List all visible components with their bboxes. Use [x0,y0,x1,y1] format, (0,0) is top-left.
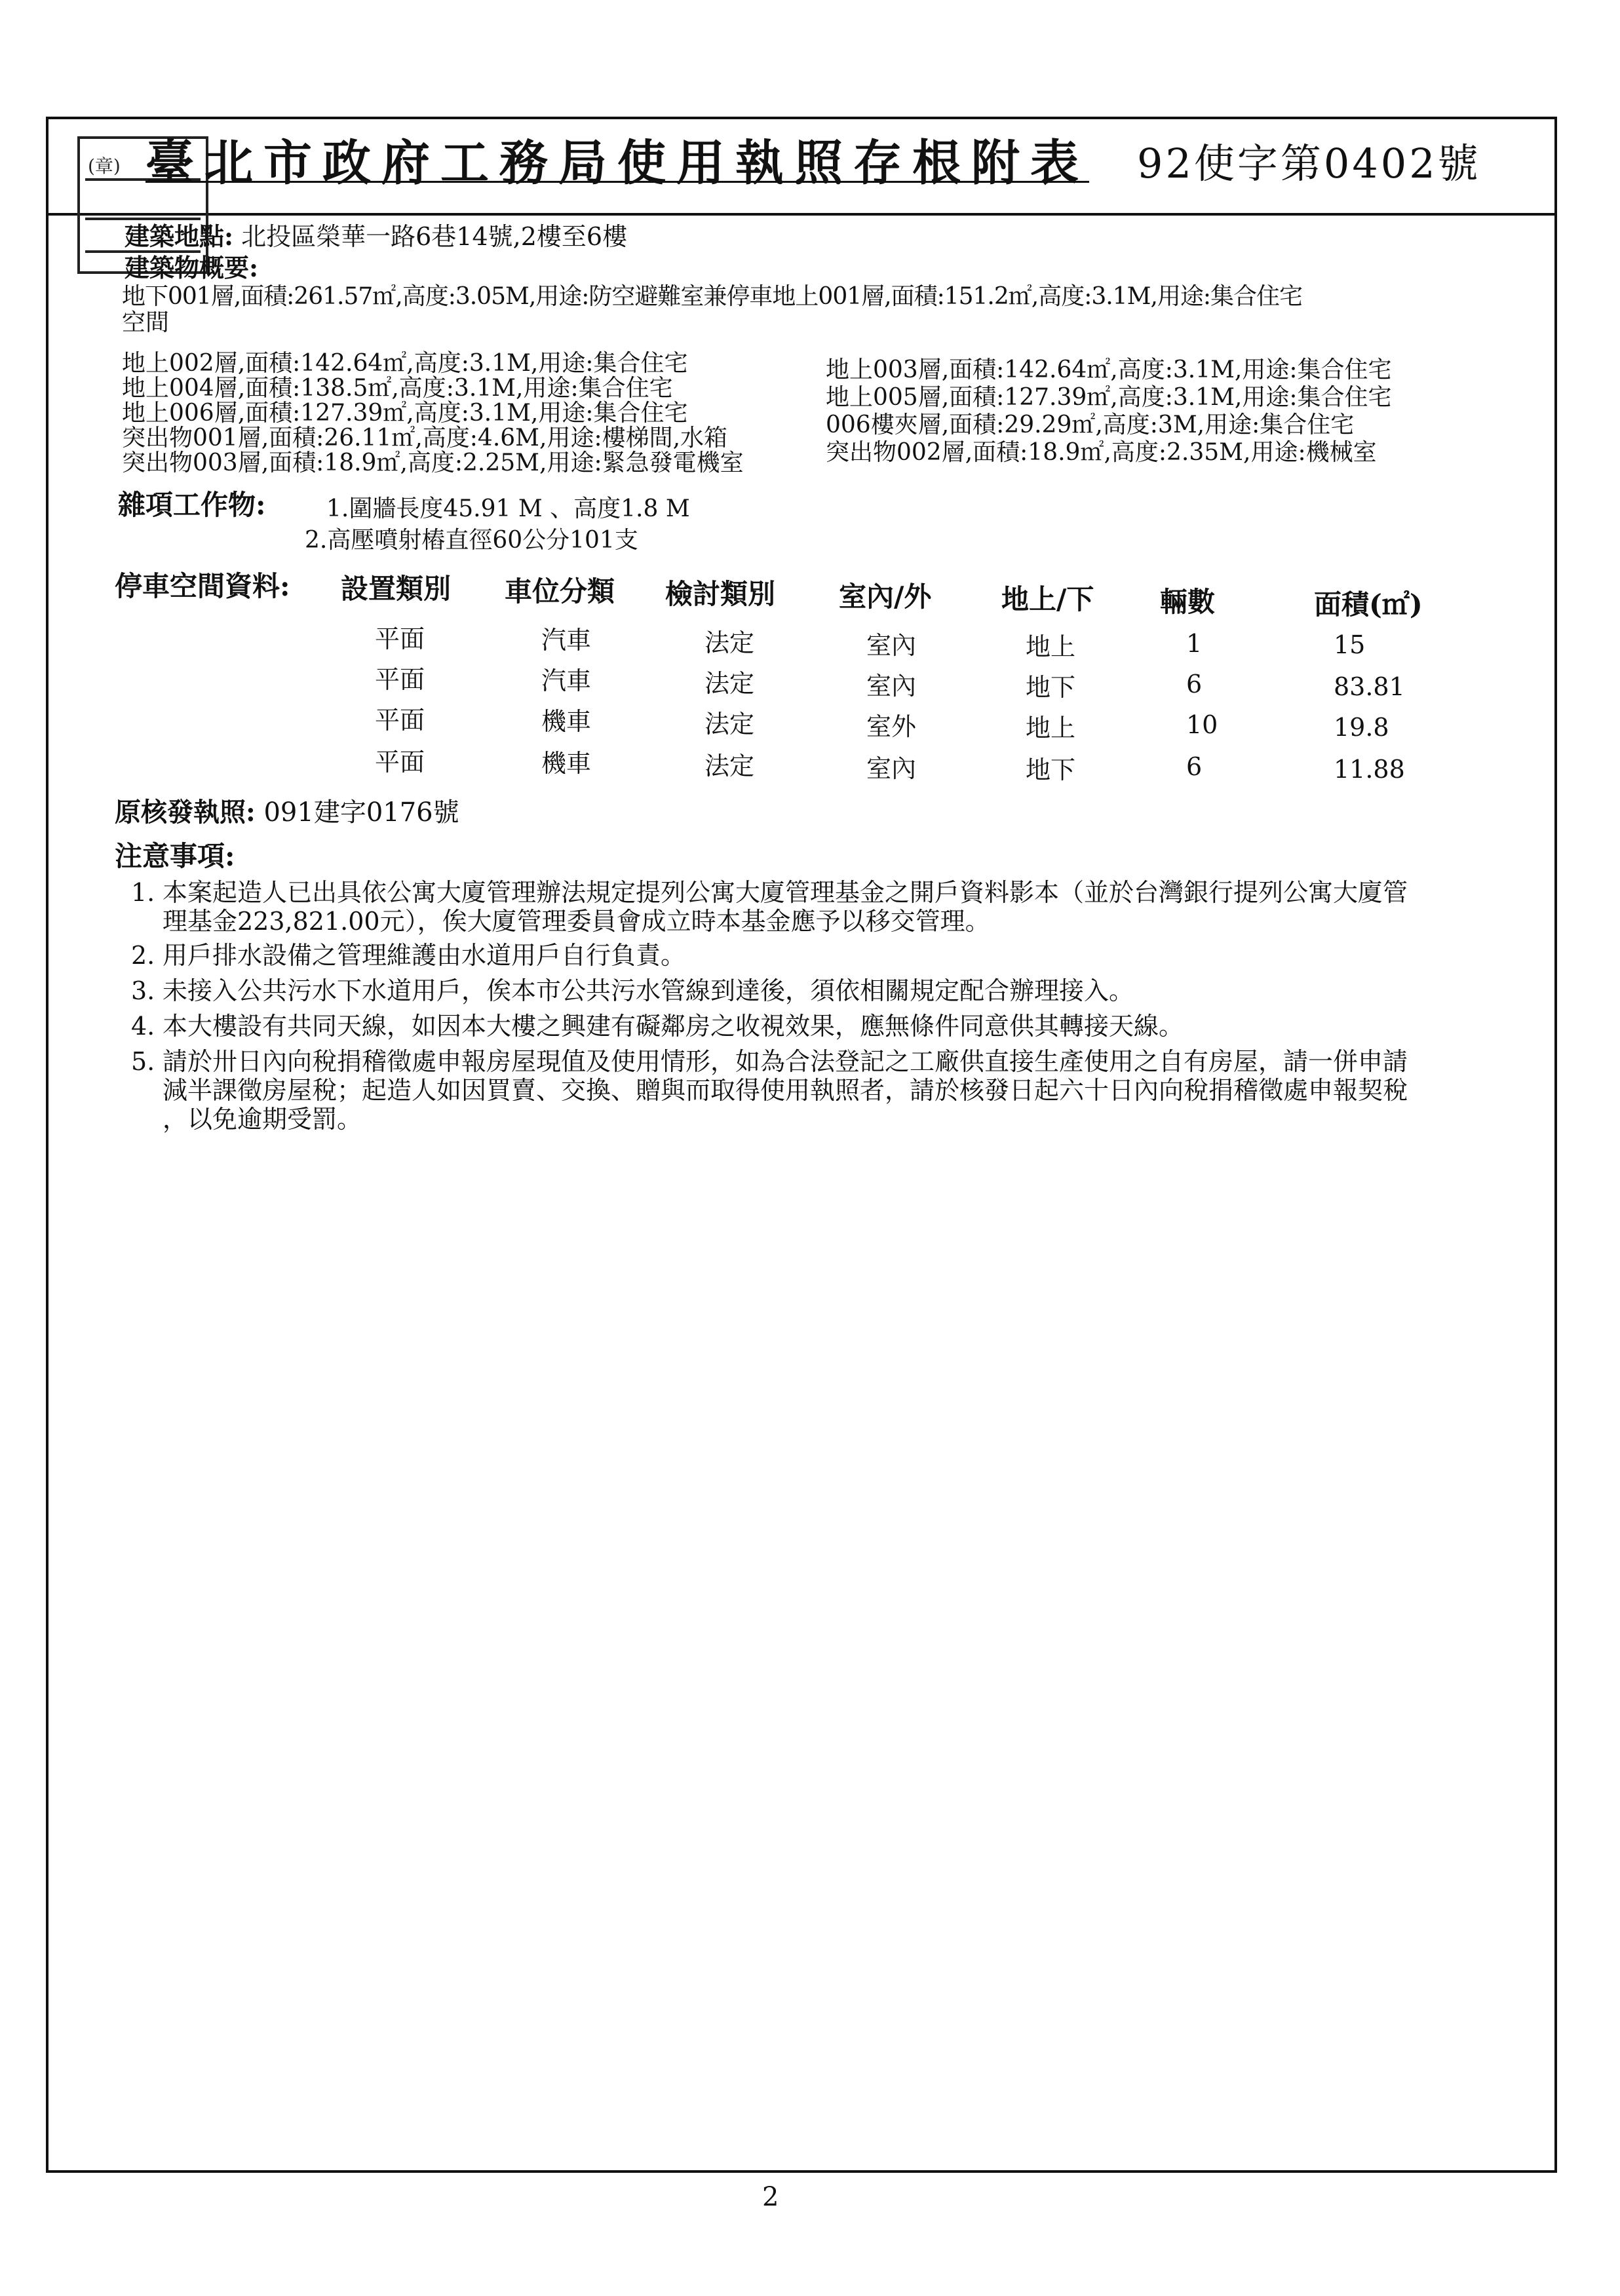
overview-line-1: 地下001層,面積:261.57㎡,高度:3.05M,用途:防空避難室兼停車地上001層,面積:151.2㎡,高度:3.1M,用途:集合住宅 [122,283,1303,310]
note-1-line-2: 理基金223,821.00元），俟大廈管理委員會成立時本基金應予以移交管理。 [163,907,990,936]
parking-header-category: 車位分類 [505,575,615,607]
parking-r2-indoor: 室內 [866,672,917,700]
site-label: 建築地點: [125,221,234,251]
parking-r1-level: 地上 [1026,632,1076,661]
parking-r3-indoor: 室外 [866,712,917,741]
parking-r2-review: 法定 [704,669,755,698]
misc-works-label: 雜項工作物: [118,489,266,521]
parking-r3-level: 地上 [1026,714,1076,742]
parking-r1-category: 汽車 [541,626,592,655]
parking-r4-level: 地下 [1026,756,1076,784]
parking-r3-type: 平面 [375,706,425,735]
overview-left-1: 地上002層,面積:142.64㎡,高度:3.1M,用途:集合住宅 [122,350,688,377]
site-row [125,216,627,252]
overview-right-3: 006樓夾層,面積:29.29㎡,高度:3M,用途:集合住宅 [826,411,1355,438]
parking-header-level: 地上/下 [1001,583,1094,615]
title-divider [46,213,1557,216]
note-1-line-1: 本案起造人已出具依公寓大廈管理辦法規定提列公寓大廈管理基金之開戶資料影本（並於台灣銀行提列公寓大廈管 [163,878,1408,907]
parking-r4-area: 11.88 [1334,755,1405,784]
page-number: 2 [762,2182,779,2212]
parking-r1-type: 平面 [375,624,425,653]
note-1-number: 1. [131,878,155,907]
parking-r2-level: 地下 [1026,673,1076,702]
note-3-line-1: 未接入公共污水下水道用戶，俟本市公共污水管線到達後，須依相關規定配合辦理接入。 [163,976,1134,1005]
misc-works-item-2: 2.高壓噴射樁直徑60公分101支 [305,527,638,554]
parking-r1-area: 15 [1334,630,1366,659]
original-license-row [115,792,459,829]
parking-label: 停車空間資料: [115,570,290,602]
parking-r2-area: 83.81 [1334,672,1405,701]
note-5-number: 5. [131,1047,155,1076]
parking-r3-area: 19.8 [1334,713,1389,742]
parking-r2-category: 汽車 [541,666,592,695]
parking-r1-review: 法定 [704,628,755,657]
overview-right-1: 地上003層,面積:142.64㎡,高度:3.1M,用途:集合住宅 [826,356,1392,383]
note-5-line-1: 請於卅日內向稅捐稽徵處申報房屋現值及使用情形，如為合法登記之工廠供直接生產使用之自有房屋，請一併申請 [163,1047,1408,1076]
site-value: 北投區榮華一路6巷14號,2樓至6樓 [241,222,628,251]
parking-header-review: 檢討類別 [665,578,776,610]
note-4-number: 4. [131,1012,155,1041]
stamp-text: (章) [88,155,121,177]
parking-r1-indoor: 室內 [866,631,917,660]
parking-r4-count: 6 [1186,752,1203,781]
parking-r2-type: 平面 [375,665,425,694]
parking-r3-count: 10 [1186,710,1218,739]
overview-label: 建築物概要: [125,253,259,282]
overview-left-5: 突出物003層,面積:18.9㎡,高度:2.25M,用途:緊急發電機室 [122,450,744,476]
parking-r4-indoor: 室內 [866,754,917,783]
original-license-value: 091建字0176號 [263,797,459,828]
misc-works-item-1: 1.圍牆長度45.91 M 、高度1.8 M [326,495,690,522]
parking-header-count: 輛數 [1160,586,1216,618]
permit-number: 92使字第0402號 [1137,140,1481,187]
note-5-line-2: 減半課徵房屋稅；起造人如因買賣、交換、贈與而取得使用執照者，請於核發日起六十日內向稅捐稽徵處申報契稅 [163,1076,1408,1105]
overview-line-1-cont: 空間 [122,309,170,336]
note-2-line-1: 用戶排水設備之管理維護由水道用戶自行負責。 [163,941,686,970]
notes-label: 注意事項: [115,840,235,872]
parking-r4-review: 法定 [704,752,755,780]
overview-left-2: 地上004層,面積:138.5㎡,高度:3.1M,用途:集合住宅 [122,375,673,402]
parking-header-indoor: 室內/外 [839,581,932,613]
parking-header-type: 設置類別 [341,573,452,605]
overview-right-4: 突出物002層,面積:18.9㎡,高度:2.35M,用途:機械室 [826,439,1377,466]
parking-r4-type: 平面 [375,748,425,776]
parking-header-area: 面積(㎡) [1314,588,1423,621]
parking-r4-category: 機車 [541,749,592,778]
note-5-line-3: ，以免逾期受罰。 [163,1105,362,1134]
parking-r2-count: 6 [1186,670,1203,698]
overview-left-4: 突出物001層,面積:26.11㎡,高度:4.6M,用途:樓梯間,水箱 [122,425,728,451]
overview-right-2: 地上005層,面積:127.39㎡,高度:3.1M,用途:集合住宅 [826,384,1392,411]
document-title: 臺北市政府工務局使用執照存根附表 [145,135,1089,191]
original-license-label: 原核發執照: [115,797,256,828]
parking-r3-category: 機車 [541,707,592,736]
parking-r3-review: 法定 [704,710,755,738]
note-3-number: 3. [131,976,155,1005]
overview-left-3: 地上006層,面積:127.39㎡,高度:3.1M,用途:集合住宅 [122,400,688,427]
note-2-number: 2. [131,941,155,970]
parking-r1-count: 1 [1186,629,1203,658]
note-4-line-1: 本大樓設有共同天線，如因本大樓之興建有礙鄰房之收視效果，應無條件同意供其轉接天線。 [163,1012,1184,1041]
